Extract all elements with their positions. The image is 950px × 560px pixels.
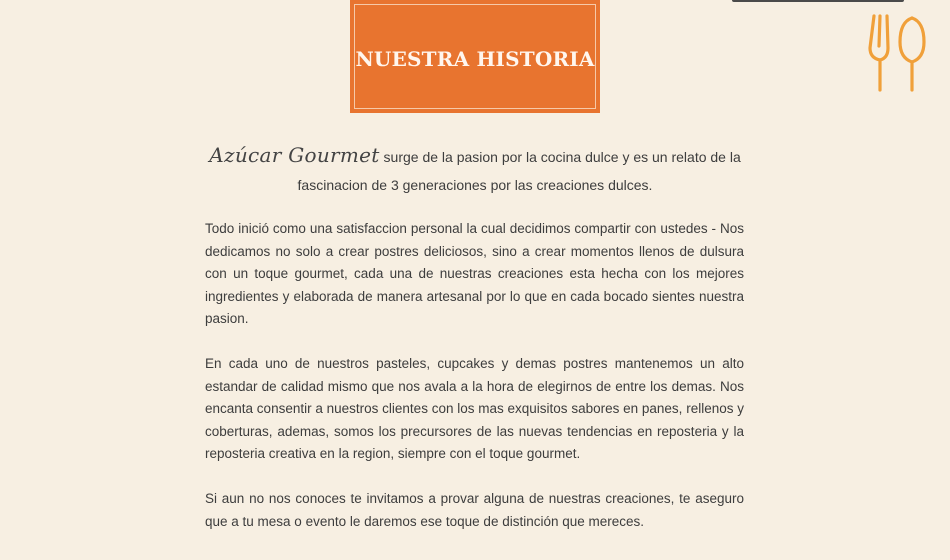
- title-banner: [350, 0, 600, 113]
- page-title: NUESTRA HISTORIA: [355, 46, 595, 71]
- title-frame: [354, 4, 596, 109]
- brand-name: Azúcar Gourmet: [209, 143, 380, 167]
- fork-spoon-icon[interactable]: [860, 10, 936, 94]
- top-bar: [732, 0, 904, 2]
- intro-text: surge de la pasion por la cocina dulce y es un relato de la: [379, 149, 741, 165]
- intro-line-2: fascinacion de 3 generaciones por las creaciones dulces.: [297, 177, 653, 193]
- paragraph-3: Si aun no nos conoces te invitamos a provar alguna de nuestras creaciones, te aseguro que a tu mesa o evento le daremos ese toque de distinción que mereces.: [205, 491, 744, 529]
- paragraph-1: Todo inició como una satisfaccion personal la cual decidimos compartir con ustedes - Nos dedicamos no solo a crear postres deliciosos, sino a crear momentos llenos de dulsura con un toque gourmet, cada una de nuestras creaciones esta hecha con los mejores ingredientes y elaborada de manera artesanal por lo que en cada bocado sientes nuestra pasion.: [205, 221, 744, 327]
- intro-line-1: [205, 140, 745, 172]
- paragraph-2: En cada uno de nuestros pasteles, cupcakes y demas postres mantenemos un alto estandar de calidad mismo que nos avala a la hora de elegirnos de entre los demas. Nos encanta consentir a nuestros clientes con los mas exquisitos sabores en panes, rellenos y coberturas, ademas, somos los precursores de las nuevas tendencias en reposteria y la reposteria creativa en la region, siempre con el toque gourmet.: [205, 356, 744, 462]
